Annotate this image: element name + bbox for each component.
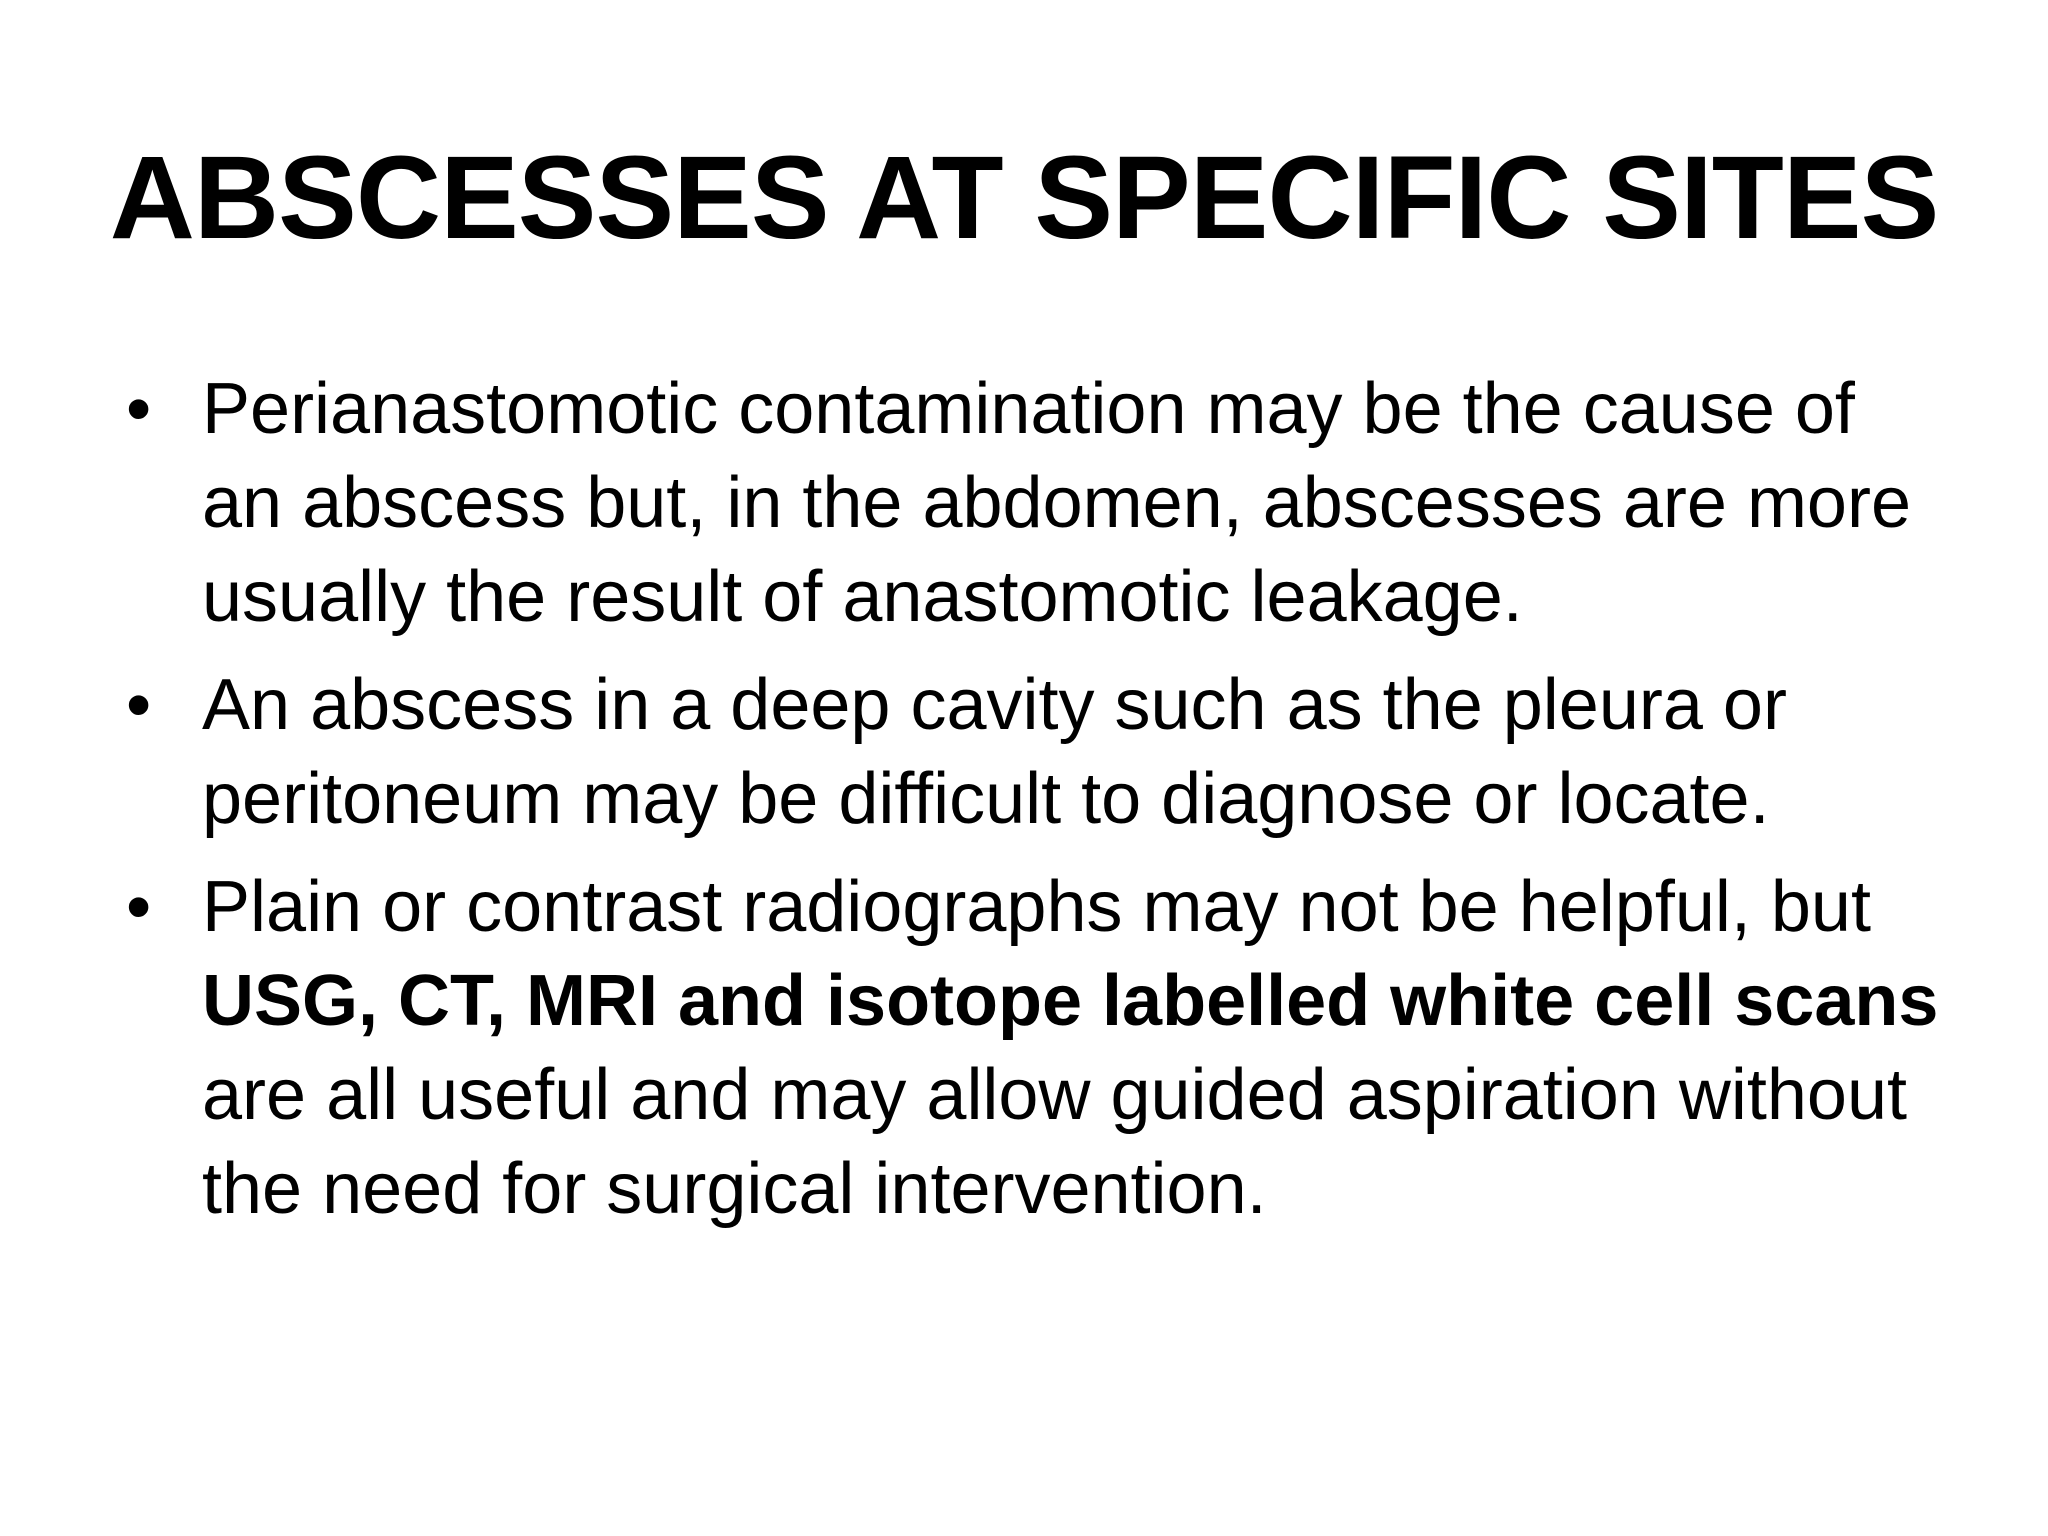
bullet-text-3-before: Plain or contrast radiographs may not be helpful, but <box>202 867 1871 947</box>
bullet-text-3 <box>202 867 1938 1229</box>
bullet-text-1: Perianastomotic contamination may be the cause of an abscess but, in the abdomen, abscesses are more usually the result of anastomotic leakage. <box>202 369 1911 637</box>
bullet-text-3-bold: USG, CT, MRI and isotope labelled white cell scans <box>202 961 1939 1041</box>
bullet-text-2: An abscess in a deep cavity such as the pleura or peritoneum may be difficult to diagnose or locate. <box>202 665 1787 839</box>
bullet-item-3 <box>120 860 1950 1236</box>
bullet-list <box>120 362 1950 1250</box>
bullet-item-2 <box>120 658 1950 846</box>
bullet-dot-icon: • <box>126 665 152 745</box>
bullet-text-3-after: are all useful and may allow guided aspiration without the need for surgical intervention. <box>202 1055 1908 1229</box>
bullet-item-1 <box>120 362 1950 644</box>
bullet-dot-icon: • <box>126 867 152 947</box>
bullet-dot-icon: • <box>126 369 152 449</box>
slide-title: ABSCESSES AT SPECIFIC SITES <box>109 132 1939 264</box>
